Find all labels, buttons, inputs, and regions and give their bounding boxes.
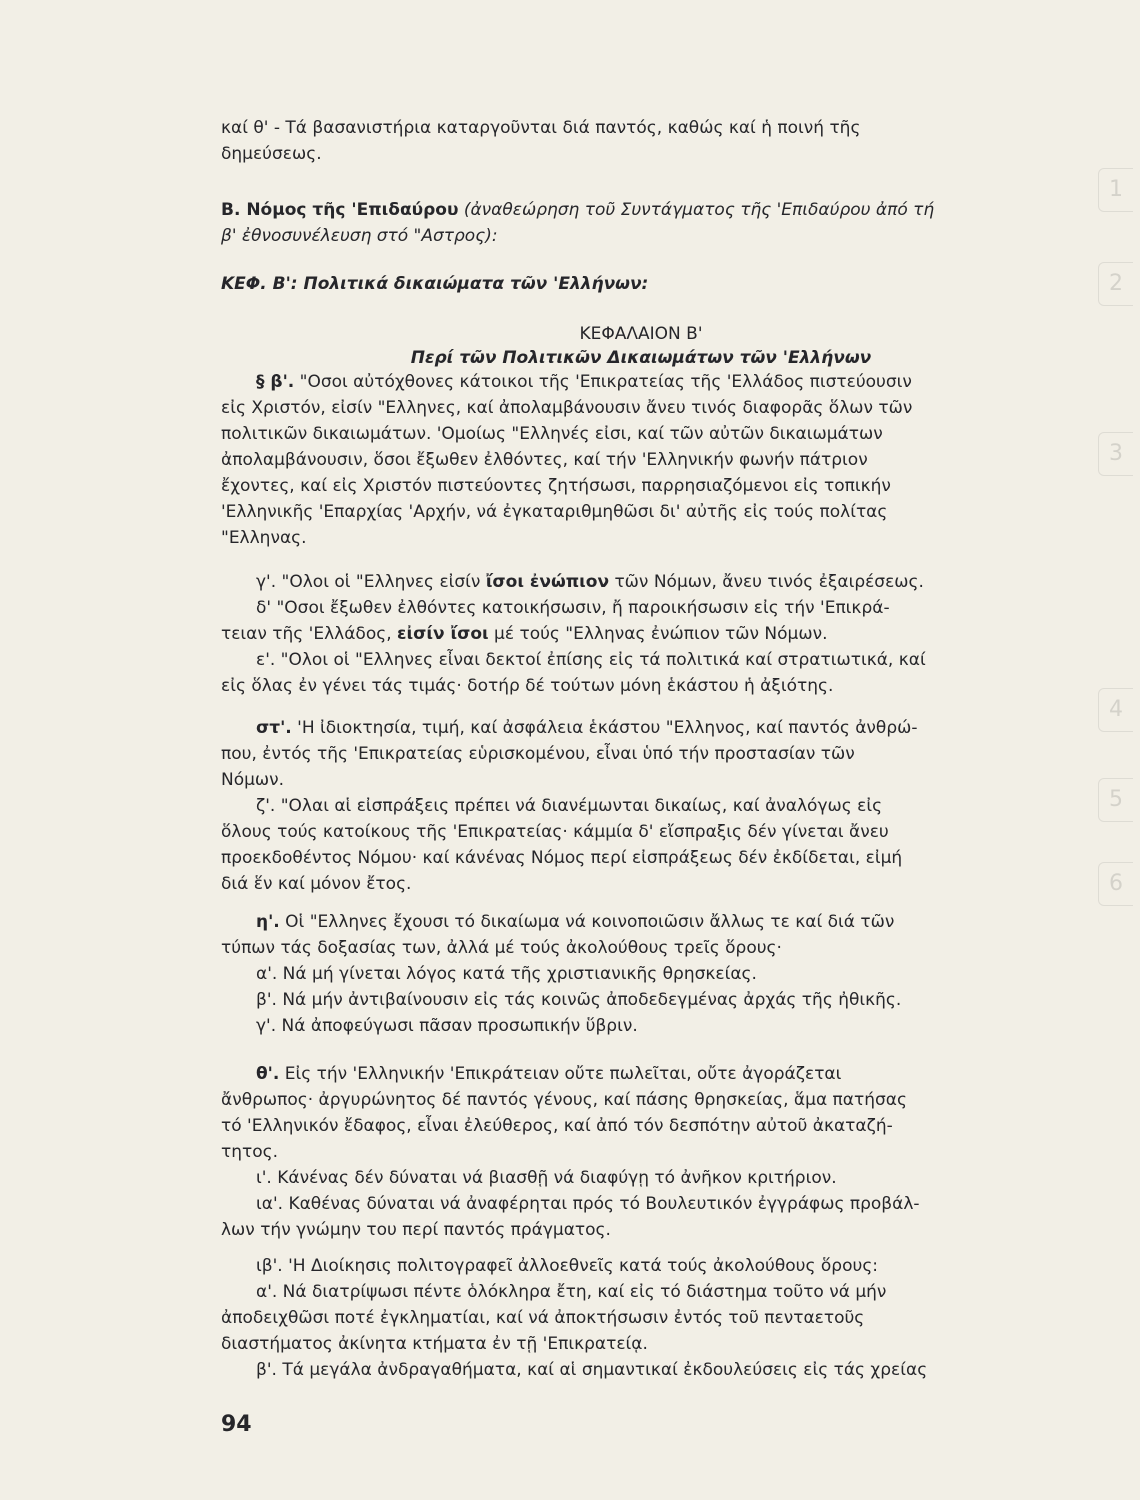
article-number: η'. [256, 912, 280, 932]
article-text: τειαν τῆς 'Ελλάδος, [221, 624, 398, 644]
text-line: "Ελληνας. [221, 528, 307, 548]
text-line: ε'. "Ολοι οἱ "Ελληνες εἶναι δεκτοί ἐπίσης εἰς τά πολιτικά καί στρατιωτικά, καί [256, 650, 926, 670]
page-number: 94 [221, 1412, 252, 1437]
text-line: πολιτικῶν δικαιωμάτων. 'Ομοίως "Ελληνές εἰσι, καί τῶν αὐτῶν δικαιωμάτων [221, 424, 883, 444]
ghost-tab-6: 6 [1098, 862, 1133, 906]
section-subtitle: (ἀναθεώρηση τοῦ Συντάγματος τῆς 'Επιδαύρου ἀπό τή [458, 200, 935, 220]
text-line: β'. Τά μεγάλα ἀνδραγαθήματα, καί αἱ σημαντικαί ἐκδουλεύσεις εἰς τάς χρείας [256, 1360, 928, 1380]
text-line: ιβ'. 'Η Διοίκησις πολιτογραφεῖ ἀλλοεθνεῖς κατά τούς ἀκολούθους ὅρους: [256, 1256, 879, 1276]
article-text: "Οσοι αὐτόχθονες κάτοικοι τῆς 'Επικρατείας τῆς 'Ελλάδος πιστεύουσιν [294, 372, 912, 392]
ghost-tab-1: 1 [1098, 168, 1133, 212]
text-line: εἰς Χριστόν, εἰσίν "Ελληνες, καί ἀπολαμβάνουσιν ἄνευ τινός διαφορᾶς ὅλων τῶν [221, 398, 913, 418]
text-line: διά ἕν καί μόνον ἔτος. [221, 874, 412, 894]
article-text: 'Η ἰδιοκτησία, τιμή, καί ἀσφάλεια ἑκάστου "Ελληνος, καί παντός ἀνθρώ- [291, 718, 918, 738]
text-line: ὅλους τούς κατοίκους τῆς 'Επικρατείας· κάμμία δ' εἴσπραξις δέν γίνεται ἄνευ [221, 822, 889, 842]
text-line: τητος. [221, 1142, 279, 1162]
section-label: B. Νόμος τῆς 'Επιδαύρου [221, 200, 459, 220]
text-line: προεκδοθέντος Νόμου· καί κάνένας Νόμος περί εἰσπράξεως δέν ἐκδίδεται, εἰμή [221, 848, 903, 868]
text-line: Νόμων. [221, 770, 285, 790]
ghost-tab-2: 2 [1098, 262, 1133, 306]
article-text: τῶν Νόμων, ἄνευ τινός ἐξαιρέσεως. [609, 572, 924, 592]
emphasis-text: ἴσοι ἐνώπιον [485, 572, 610, 592]
article-st-line [256, 716, 918, 740]
article-delta-line [221, 622, 828, 646]
section-subtitle-line: β' ἐθνοσυνέλευση στό "Αστρος): [221, 226, 498, 246]
article-text: Οἱ "Ελληνες ἔχουσι τό δικαίωμα νά κοινοποιῶσιν ἄλλως τε καί διά τῶν [279, 912, 895, 932]
article-text: Εἰς τήν 'Ελληνικήν 'Επικράτειαν οὔτε πωλεῖται, οὔτε ἀγοράζεται [279, 1064, 842, 1084]
text-line: τύπων τάς δοξασίας των, ἀλλά μέ τούς ἀκολούθους τρεῖς ὅρους· [221, 938, 782, 958]
text-line: ια'. Καθένας δύναται νά ἀναφέρηται πρός τό Βουλευτικόν ἐγγράφως προβάλ- [256, 1194, 920, 1214]
article-gamma-line [256, 570, 924, 594]
article-eta-line [256, 910, 894, 934]
text-line: 'Ελληνικῆς 'Επαρχίας 'Αρχήν, νά ἐγκαταριθμηθῶσι δι' αὐτῆς εἰς τούς πολίτας [221, 502, 888, 522]
article-text: μέ τούς "Ελληνας ἐνώπιον τῶν Νόμων. [488, 624, 828, 644]
text-line: α'. Νά διατρίψωσι πέντε ὁλόκληρα ἔτη, καί εἰς τό διάστημα τοῦτο νά μήν [256, 1282, 887, 1302]
text-line: γ'. Νά ἀποφεύγωσι πᾶσαν προσωπικήν ὕβριν. [256, 1016, 638, 1036]
chapter-heading: ΚΕΦΑΛΑΙΟΝ Β' [579, 324, 703, 344]
ghost-tab-5: 5 [1098, 778, 1133, 822]
text-line: α'. Νά μή γίνεται λόγος κατά τῆς χριστιανικῆς θρησκείας. [256, 964, 757, 984]
text-line: ἀποδειχθῶσι ποτέ ἐγκληματίαι, καί νά ἀποκτήσωσιν ἐντός τοῦ πενταετοῦς [221, 1308, 865, 1328]
article-number: στ'. [256, 718, 292, 738]
article-number: § β'. [256, 372, 295, 392]
text-line: β'. Νά μήν ἀντιβαίνουσιν εἰς τάς κοινῶς ἀποδεδεγμένας ἀρχάς τῆς ἠθικῆς. [256, 990, 902, 1010]
article-number: θ'. [256, 1064, 280, 1084]
text-line: δ' "Οσοι ἔξωθεν ἐλθόντες κατοικήσωσιν, ἤ παροικήσωσιν εἰς τήν 'Επικρά- [256, 598, 890, 618]
text-line: διαστήματος ἀκίνητα κτήματα ἐν τῇ 'Επικρατείᾳ. [221, 1334, 648, 1354]
text-line: τό 'Ελληνικόν ἔδαφος, εἶναι ἐλεύθερος, καί ἀπό τόν δεσπότην αὐτοῦ ἀκαταζή- [221, 1116, 893, 1136]
text-line: ἀπολαμβάνουσιν, ὅσοι ἔξωθεν ἐλθόντες, καί τήν 'Ελληνικήν φωνήν πάτριον [221, 450, 868, 470]
text-line: ἔχοντες, καί εἰς Χριστόν πιστεύοντες ζητήσωσι, παρρησιαζόμενοι εἰς τοπικήν [221, 476, 891, 496]
text-line: καί θ' - Τά βασανιστήρια καταργοῦνται διά παντός, καθώς καί ἡ ποινή τῆς [221, 118, 861, 138]
ghost-tab-3: 3 [1098, 432, 1133, 476]
text-line: που, ἐντός τῆς 'Επικρατείας εὑρισκομένου, εἶναι ὑπό τήν προστασίαν τῶν [221, 744, 855, 764]
emphasis-text: εἰσίν ἴσοι [397, 624, 489, 644]
chapter-title: ΚΕΦ. Β': Πολιτικά δικαιώματα τῶν 'Ελλήνων: [221, 274, 649, 294]
text-line: ζ'. "Ολαι αἱ εἰσπράξεις πρέπει νά διανέμωνται δικαίως, καί ἀναλόγως εἰς [256, 796, 883, 816]
article-beta-line [256, 370, 912, 394]
text-line: δημεύσεως. [221, 144, 322, 164]
article-theta-line [256, 1062, 841, 1086]
ghost-tab-4: 4 [1098, 688, 1133, 732]
chapter-subheading: Περί τῶν Πολιτικῶν Δικαιωμάτων τῶν 'Ελλήνων [410, 348, 872, 368]
section-heading [221, 198, 934, 222]
text-line: εἰς ὅλας ἐν γένει τάς τιμάς· δοτήρ δέ τούτων μόνη ἑκάστου ἡ ἀξιότης. [221, 676, 834, 696]
text-line: ἄνθρωπος· ἀργυρώνητος δέ παντός γένους, καί πάσης θρησκείας, ἅμα πατήσας [221, 1090, 907, 1110]
article-text: γ'. "Ολοι οἱ "Ελληνες εἰσίν [256, 572, 486, 592]
text-line: ι'. Κάνένας δέν δύναται νά βιασθῇ νά διαφύγῃ τό ἀνῆκον κριτήριον. [256, 1168, 837, 1188]
text-line: λων τήν γνώμην του περί παντός πράγματος. [221, 1220, 611, 1240]
